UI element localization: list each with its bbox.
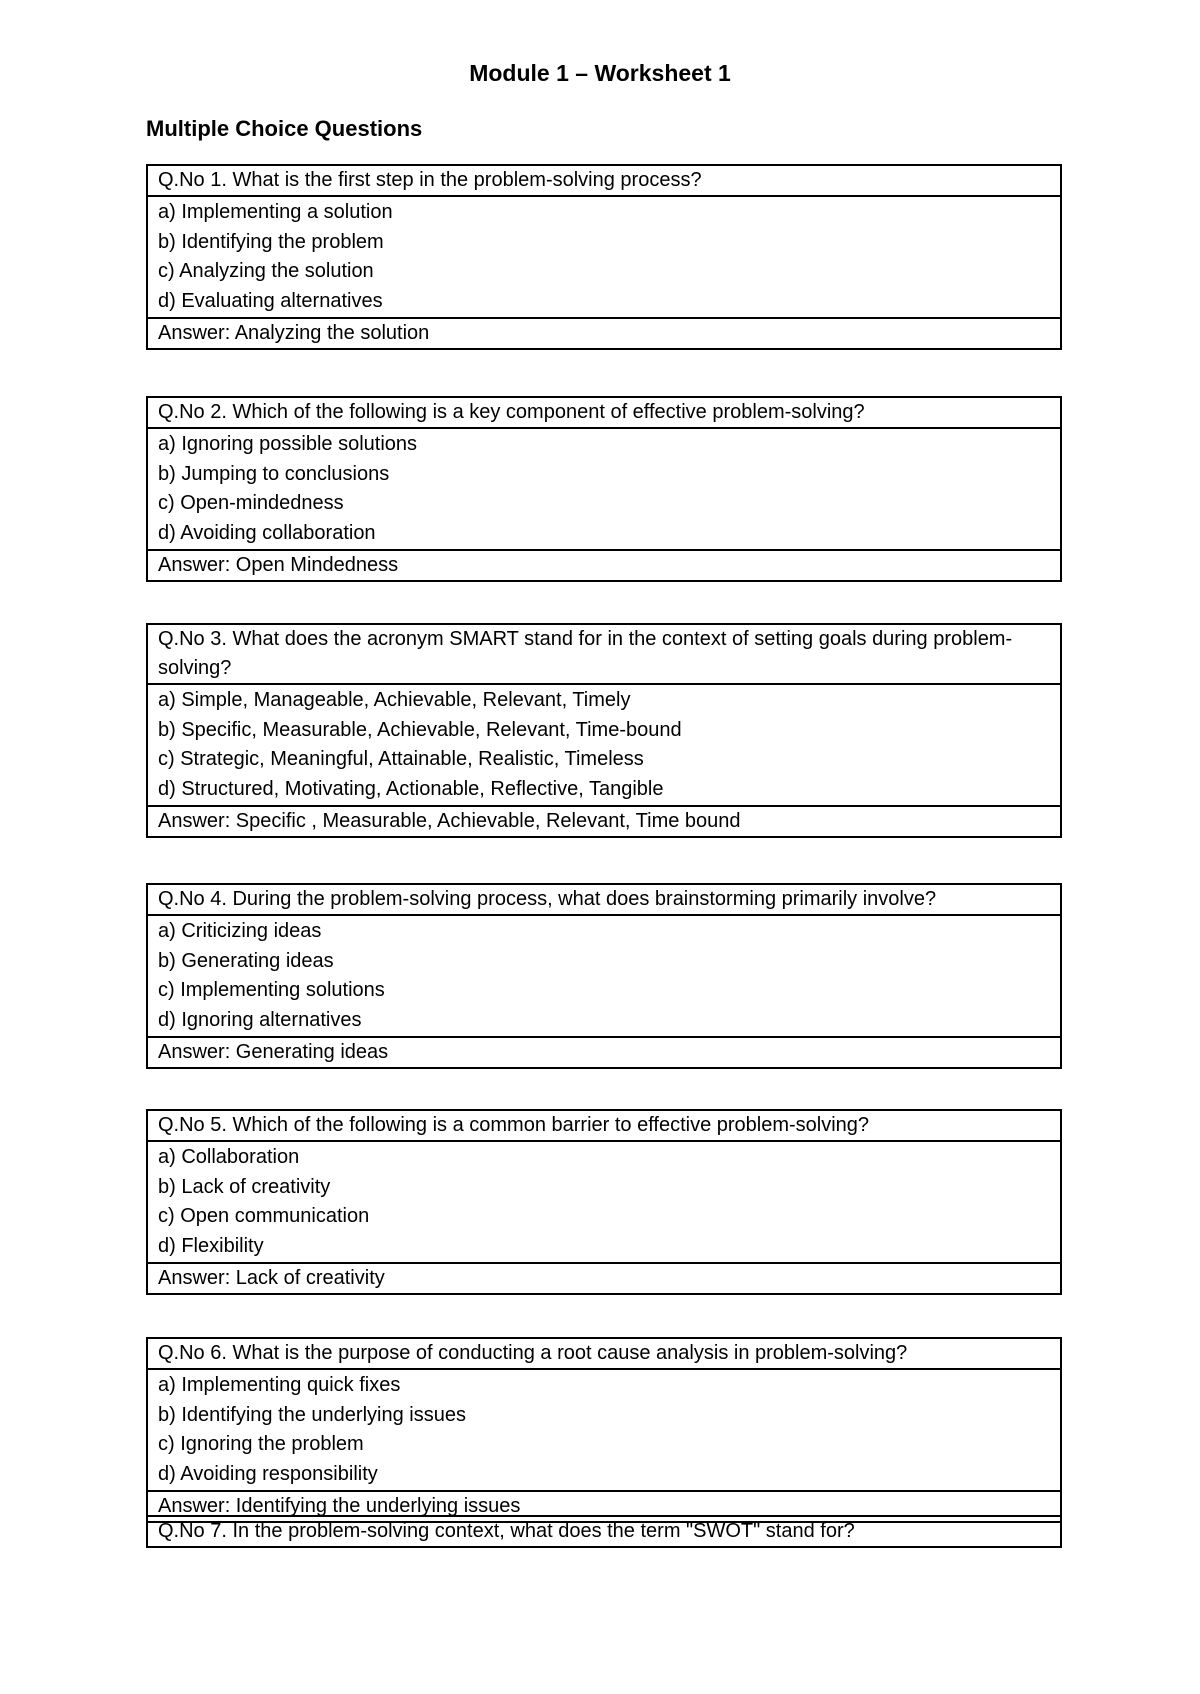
options-list: [148, 685, 1060, 807]
option-d: d) Avoiding responsibility: [158, 1462, 378, 1485]
option-b: b) Specific, Measurable, Achievable, Relevant, Time-bound: [158, 718, 682, 741]
option-a: a) Simple, Manageable, Achievable, Relevant, Timely: [158, 689, 631, 711]
question-block-2: [146, 396, 1062, 582]
question-text: Q.No 1. What is the first step in the problem-solving process?: [148, 166, 1060, 197]
question-text: Q.No 6. What is the purpose of conducting a root cause analysis in problem-solving?: [148, 1339, 1060, 1370]
option-b: b) Generating ideas: [158, 949, 334, 972]
question-text: Q.No 5. Which of the following is a common barrier to effective problem-solving?: [148, 1111, 1060, 1142]
question-text: Q.No 2. Which of the following is a key component of effective problem-solving?: [148, 398, 1060, 429]
page-title: Module 1 – Worksheet 1: [469, 60, 731, 86]
option-c: c) Strategic, Meaningful, Attainable, Realistic, Timeless: [158, 748, 644, 770]
question-text: Q.No 3. What does the acronym SMART stand for in the context of setting goals during problem-solving?: [148, 625, 1060, 685]
answer-text: Answer: Specific , Measurable, Achievable, Relevant, Time bound: [158, 810, 741, 832]
option-c: c) Analyzing the solution: [158, 260, 374, 282]
option-a: a) Implementing quick fixes: [158, 1374, 401, 1396]
question-text: Q.No 7. In the problem-solving context, what does the term "SWOT" stand for?: [158, 1520, 855, 1542]
option-d: d) Avoiding collaboration: [158, 521, 376, 544]
option-c: c) Implementing solutions: [158, 979, 385, 1001]
option-b: b) Jumping to conclusions: [158, 462, 390, 485]
answer-text: Answer: Generating ideas: [158, 1041, 389, 1063]
options-list: [148, 916, 1060, 1038]
answer-text: Answer: Identifying the underlying issues: [158, 1495, 521, 1517]
answer-text: Answer: Analyzing the solution: [158, 322, 430, 344]
option-a: a) Ignoring possible solutions: [158, 433, 418, 455]
option-d: d) Ignoring alternatives: [158, 1008, 362, 1031]
option-d: d) Evaluating alternatives: [158, 289, 383, 312]
option-b: b) Identifying the problem: [158, 230, 384, 253]
option-d: d) Flexibility: [158, 1234, 264, 1257]
answer-text: Answer: Open Mindedness: [158, 554, 399, 576]
option-c: c) Open-mindedness: [158, 492, 344, 514]
question-block-7: [146, 1515, 1062, 1548]
question-text: Q.No 4. During the problem-solving process, what does brainstorming primarily involve?: [148, 885, 1060, 916]
question-block-6: [146, 1337, 1062, 1523]
question-block-5: [146, 1109, 1062, 1295]
option-d: d) Structured, Motivating, Actionable, Reflective, Tangible: [158, 777, 664, 800]
option-c: c) Ignoring the problem: [158, 1433, 364, 1455]
answer-text: Answer: Lack of creativity: [158, 1267, 385, 1289]
question-block-1: [146, 164, 1062, 350]
question-block-4: [146, 883, 1062, 1069]
option-a: a) Criticizing ideas: [158, 920, 322, 942]
option-b: b) Identifying the underlying issues: [158, 1403, 466, 1426]
options-list: [148, 429, 1060, 551]
option-a: a) Collaboration: [158, 1146, 300, 1168]
option-c: c) Open communication: [158, 1205, 370, 1227]
option-a: a) Implementing a solution: [158, 201, 393, 223]
options-list: [148, 197, 1060, 319]
question-block-3: [146, 623, 1062, 838]
options-list: [148, 1142, 1060, 1264]
options-list: [148, 1370, 1060, 1492]
option-b: b) Lack of creativity: [158, 1175, 331, 1198]
section-heading: Multiple Choice Questions: [146, 116, 423, 141]
